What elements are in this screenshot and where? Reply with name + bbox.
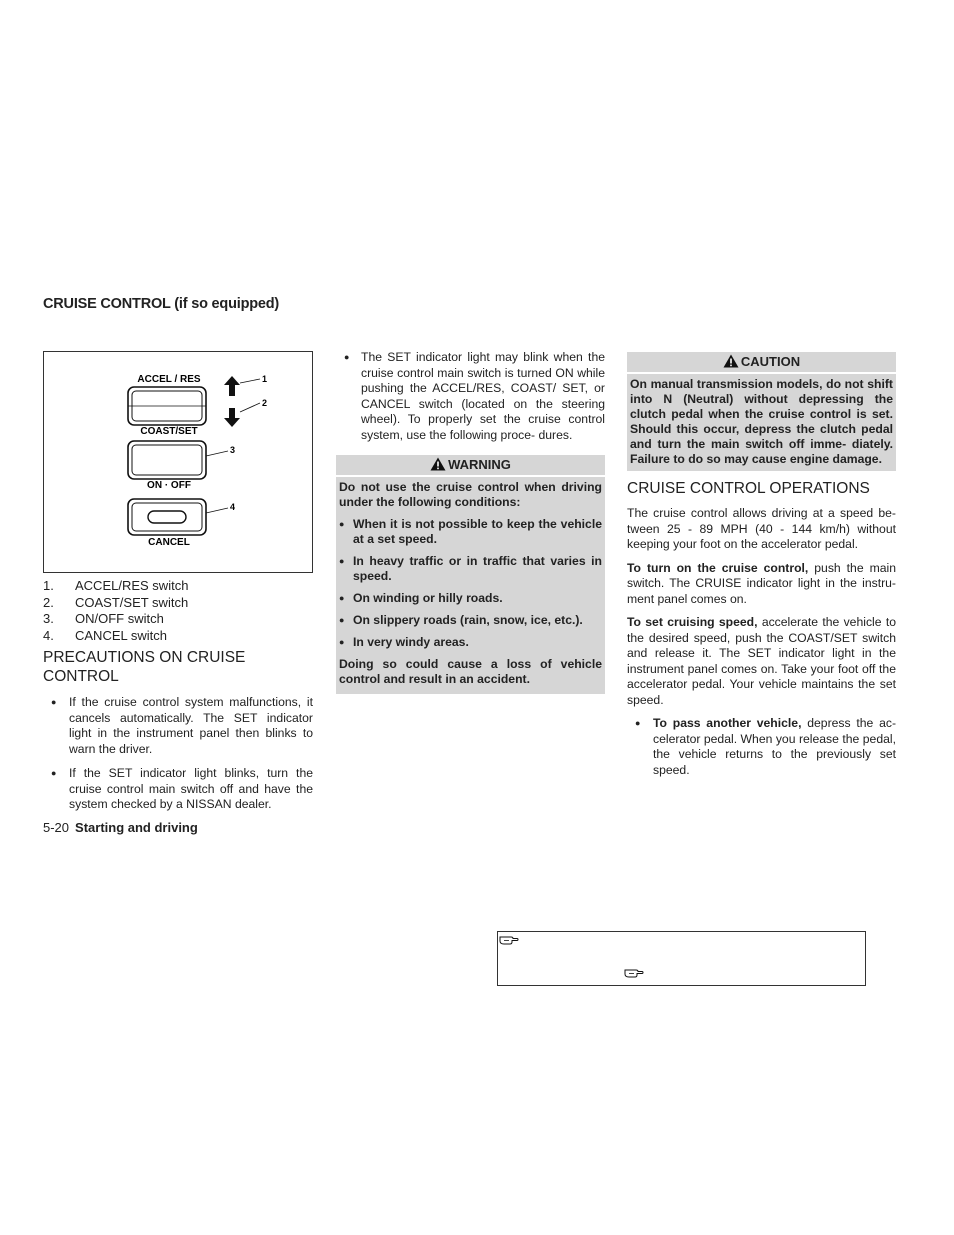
list-item: ● To pass another vehicle, depress the ac- celerator pedal. When you release the pedal, the vehicle returns to the previously set speed. [627,716,896,778]
caution-body [627,374,896,471]
set-speed-paragraph: To set cruising speed, accelerate the vehicle to the desired speed, push the COAST/SET switch and release it. The SET indicator light in the instrument panel comes on. Take your foot off the accelerator pedal. Your vehicle maintains the set speed. [627,615,896,707]
switch-illustration [44,352,312,572]
precautions-heading: PRECAUTIONS ON CRUISE CONTROL [43,649,246,685]
list-item: ● The SET indicator light may blink when the cruise control main switch is turned ON while pushing the ACCEL/RES, COAST/ SET, or CANCEL switch (located on the steering wheel). To properly set the cruise control system, use the following proce- dures. [336,350,605,443]
warning-item: ● In heavy traffic or in traffic that varies in speed. [339,554,602,584]
callout-4: 4 [230,502,236,512]
right-column [627,352,896,785]
caution-title: CAUTION [740,354,801,369]
warning-item: ● On slippery roads (rain, snow, ice, etc.). [339,613,602,628]
turn-on-paragraph: To turn on the cruise control, push the main switch. The CRUISE indicator light in the instru- ment panel comes on. [627,560,896,606]
middle-column [336,350,605,694]
arrow-down-icon [224,408,240,427]
warning-triangle-icon [430,457,446,471]
list-item: ● If the SET indicator light blinks, turn the cruise control main switch off and have the system checked by a NISSAN dealer. [43,766,313,813]
on-off-switch-inner [132,445,202,475]
arrow-up-icon [224,376,240,396]
callout-line-1 [240,379,260,383]
chapter-title: Starting and driving [75,820,198,835]
note-box [497,931,866,986]
coast-set-label: COAST/SET [140,426,198,437]
precautions-section [43,648,313,820]
legend-item: 2. COAST/SET switch [43,594,189,610]
accel-res-label: ACCEL / RES [137,374,201,385]
warning-intro: Do not use the cruise control when driving under the following conditions: [339,480,602,509]
caution-text: On manual transmission models, do not shift into N (Neutral) without depressing the clutch pedal when the cruise control is set. Should this occur, depress the clutch pedal and turn the main switch off imme- diately. Failure to do so may cause engine damage. [630,377,893,466]
callout-line-2 [240,403,260,412]
callout-2: 2 [262,398,268,408]
warning-title: WARNING [448,457,511,472]
warning-item: ● On winding or hilly roads. [339,591,602,606]
on-off-label: ON · OFF [147,480,191,491]
warning-header [336,455,605,475]
operations-intro: The cruise control allows driving at a speed be- tween 25 - 89 MPH (40 - 144 km/h) without keeping your foot on the accelerator pedal. [627,506,896,551]
callout-line-3 [206,451,228,456]
cancel-switch-button [148,511,186,523]
legend-item: 1. ACCEL/RES switch [43,578,189,593]
list-item: ● If the cruise control system malfunctions, it cancels automatically. The SET indicator light in the instrument panel then blinks to warn the driver. [43,695,313,757]
caution-header [627,352,896,372]
warning-item: ● In very windy areas. [339,635,602,650]
warning-outro: Doing so could cause a loss of vehicle control and result in an accident. [339,657,602,686]
cancel-label: CANCEL [148,537,190,548]
callout-3: 3 [230,445,236,455]
callout-line-4 [206,508,228,513]
cruise-switch-figure [43,351,313,573]
pointing-hand-icon [624,967,644,979]
legend-item: 4. CANCEL switch [43,627,167,643]
page-number: 5-20 [43,820,70,835]
warning-item: ● When it is not possible to keep the vehicle at a set speed. [339,517,602,547]
callout-1: 1 [262,374,268,384]
figure-legend [43,578,313,644]
warning-body [336,477,605,694]
operations-heading: CRUISE CONTROL OPERATIONS [627,480,870,497]
pointing-hand-icon [499,934,519,946]
page-footer [43,820,198,835]
legend-item: 3. ON/OFF switch [43,611,164,626]
section-title: CRUISE CONTROL (if so equipped) [43,296,280,312]
warning-triangle-icon [723,354,739,368]
